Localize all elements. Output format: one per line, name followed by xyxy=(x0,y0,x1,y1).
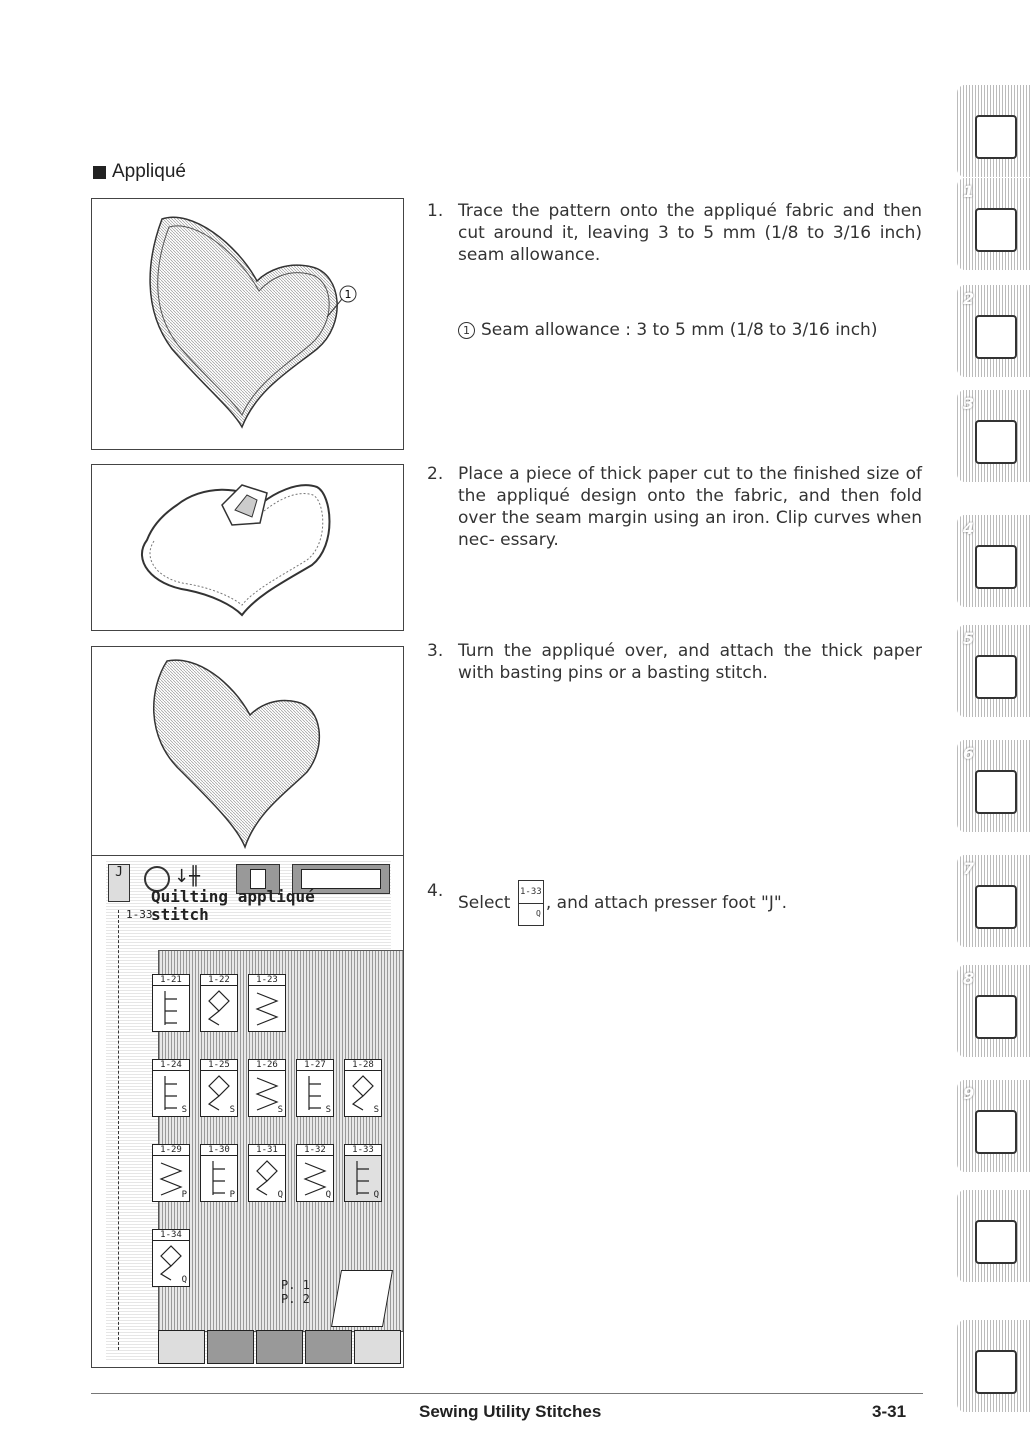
page-total: P. 2 xyxy=(281,1292,310,1306)
stitch-key-label: 1-32 xyxy=(297,1145,333,1156)
chapter-tab-number: 2 xyxy=(963,289,975,308)
maintenance-icon xyxy=(975,995,1017,1039)
stitch-key[interactable] xyxy=(344,1059,382,1117)
stitch-key-mark: Q xyxy=(325,1190,331,1200)
stitch-key[interactable] xyxy=(152,974,190,1032)
figure-cut-pattern xyxy=(91,198,404,450)
tshirt-icon xyxy=(975,420,1017,464)
chapter-tab-number: 4 xyxy=(963,519,975,538)
step-2-text: Place a piece of thick paper cut to the finished size of the appliqué design onto the fabric, and then fold over the seam margin using an iron. Clip curves when nec- essary. xyxy=(458,464,922,550)
stitch-key[interactable] xyxy=(248,1059,286,1117)
step-1-number: 1. xyxy=(427,201,444,221)
chapter-tab-1[interactable] xyxy=(957,85,1032,177)
page-turn-icon[interactable] xyxy=(331,1270,393,1327)
stitch-key-label: 1-27 xyxy=(297,1060,333,1071)
stitch-key[interactable] xyxy=(296,1144,334,1202)
applique-pattern-illustration xyxy=(92,199,403,449)
category-tab-2[interactable] xyxy=(207,1330,254,1364)
stitch-key-label: 1-21 xyxy=(153,975,189,986)
chapter-tab-number: 8 xyxy=(963,969,975,988)
note-seam-allowance xyxy=(458,320,877,340)
stitch-key[interactable] xyxy=(200,1144,238,1202)
turned-applique-illustration xyxy=(92,647,403,857)
stitch-key[interactable] xyxy=(200,1059,238,1117)
step-3 xyxy=(427,640,922,684)
abc-shirt-icon xyxy=(975,545,1017,589)
stitch-key-mark: Q xyxy=(373,1190,379,1200)
category-tab-4[interactable] xyxy=(305,1330,352,1364)
figure-turned-applique xyxy=(91,646,404,858)
book-icon xyxy=(975,115,1017,159)
step-1 xyxy=(427,200,922,266)
embroidery-frame-icon xyxy=(975,655,1017,699)
chapter-tab-number: 1 xyxy=(963,182,975,201)
step-2 xyxy=(427,463,922,551)
stitch-key-mark: S xyxy=(181,1105,187,1115)
stitch-key-mark: Q xyxy=(181,1275,187,1285)
step-4-text-before: Select xyxy=(458,893,511,913)
chapter-tab-number: 9 xyxy=(963,1084,975,1103)
chapter-tab-2[interactable] xyxy=(957,178,1032,270)
stitch-name xyxy=(151,888,315,924)
footer-page-number: 3-31 xyxy=(872,1402,907,1421)
footer-title: Sewing Utility Stitches xyxy=(419,1402,602,1421)
lcd-panel xyxy=(106,860,391,1360)
chapter-tab-9[interactable] xyxy=(957,965,1032,1057)
step-4-text xyxy=(458,880,922,926)
page-indicator xyxy=(281,1278,310,1306)
stitch-key-label: 1-26 xyxy=(249,1060,285,1071)
category-tab-5[interactable] xyxy=(354,1330,401,1364)
stitch-key-label: 1-34 xyxy=(153,1230,189,1241)
stitch-key-mark: Q xyxy=(277,1190,283,1200)
stitch-code: 1-33 xyxy=(126,908,153,921)
chapter-tab-6[interactable] xyxy=(957,625,1032,717)
chapter-tab-3[interactable] xyxy=(957,285,1032,377)
chapter-tab-12[interactable] xyxy=(957,1320,1032,1412)
documents-icon xyxy=(975,1220,1017,1264)
category-tab-3[interactable] xyxy=(256,1330,303,1364)
stitch-key[interactable] xyxy=(248,1144,286,1202)
figure-fold-iron xyxy=(91,464,404,631)
step-3-number: 3. xyxy=(427,641,444,661)
stitch-key-label: 1-28 xyxy=(345,1060,381,1071)
stitch-key-mark: P xyxy=(229,1190,235,1200)
stitch-key-mark: S xyxy=(277,1105,283,1115)
step-4-text-after: , and attach presser foot "J". xyxy=(545,893,788,913)
stitch-key-mark: P xyxy=(181,1190,187,1200)
stitch-key[interactable] xyxy=(152,1144,190,1202)
category-tab-1[interactable] xyxy=(158,1330,205,1364)
section-title-text: Appliqué xyxy=(112,161,186,182)
stitch-key-label: 1-24 xyxy=(153,1060,189,1071)
stitch-key[interactable] xyxy=(296,1059,334,1117)
chapter-tab-8[interactable] xyxy=(957,855,1032,947)
stitch-key-mark: Q xyxy=(536,909,541,918)
section-title xyxy=(93,161,186,183)
lock-icon xyxy=(250,869,266,889)
chapter-tab-number: 6 xyxy=(963,744,975,763)
stitch-1-33-key-icon xyxy=(518,880,544,926)
presser-foot-label: J xyxy=(115,865,123,880)
stitch-name-line1: Quilting appliqué xyxy=(151,887,315,906)
page-current: P. 1 xyxy=(281,1278,310,1292)
step-3-text: Turn the appliqué over, and attach the thick paper with basting pins or a basting stitch. xyxy=(458,641,922,683)
stitch-pattern-icon xyxy=(253,989,281,1027)
shirt-flower-icon xyxy=(975,885,1017,929)
stitch-key-label: 1-33 xyxy=(519,881,543,904)
shirt-design-icon xyxy=(975,770,1017,814)
chapter-tab-7[interactable] xyxy=(957,740,1032,832)
chapter-tab-11[interactable] xyxy=(957,1190,1032,1282)
step-2-number: 2. xyxy=(427,464,444,484)
stitch-name-line2: stitch xyxy=(151,905,209,924)
step-4 xyxy=(427,880,922,926)
footer-rule xyxy=(91,1393,923,1394)
needle-position-icon: ↓╫ xyxy=(174,866,200,887)
iron-fold-illustration xyxy=(92,465,403,630)
chapter-tab-number: 5 xyxy=(963,629,975,648)
stitch-key[interactable] xyxy=(200,974,238,1032)
stitch-key-mark: S xyxy=(373,1105,379,1115)
stitch-key[interactable] xyxy=(152,1229,190,1287)
lcd-ruler xyxy=(106,910,119,1350)
note-text: Seam allowance : 3 to 5 mm (1/8 to 3/16 inch) xyxy=(481,320,878,340)
chapter-tab-number: 7 xyxy=(963,859,975,878)
callout-1-label: 1 xyxy=(344,288,352,301)
step-1-text: Trace the pattern onto the appliqué fabric and then cut around it, leaving 3 to 5 mm (1/8 to 3/16 inch) seam allowance. xyxy=(458,201,922,265)
iron-icon xyxy=(222,485,267,525)
chapter-tab-4[interactable] xyxy=(957,390,1032,482)
presser-foot-icon xyxy=(108,864,130,902)
stitch-key-label: 1-22 xyxy=(201,975,237,986)
index-icon xyxy=(975,1350,1017,1394)
stitch-key-label: 1-23 xyxy=(249,975,285,986)
chapter-tab-5[interactable] xyxy=(957,515,1032,607)
stitch-key-label: 1-31 xyxy=(249,1145,285,1156)
stitch-key[interactable] xyxy=(344,1144,382,1202)
stitch-key-label: 1-33 xyxy=(345,1145,381,1156)
thread-spool-icon xyxy=(975,315,1017,359)
category-tab-bar xyxy=(158,1330,404,1362)
stitch-key[interactable] xyxy=(152,1059,190,1117)
stitch-key-label: 1-30 xyxy=(201,1145,237,1156)
stitch-key-label: 1-29 xyxy=(153,1145,189,1156)
stitch-key-label: 1-25 xyxy=(201,1060,237,1071)
note-marker-icon: 1 xyxy=(458,322,475,339)
stitch-pattern-icon xyxy=(205,989,233,1027)
chapter-tab-10[interactable] xyxy=(957,1080,1032,1172)
chapter-tab-number: 3 xyxy=(963,394,975,413)
troubleshoot-icon xyxy=(975,1110,1017,1154)
stitch-key[interactable] xyxy=(248,974,286,1032)
stitch-key-mark: S xyxy=(229,1105,235,1115)
lcd-screen-figure xyxy=(91,855,404,1368)
stitch-key-mark: S xyxy=(325,1105,331,1115)
stitch-pattern-icon xyxy=(157,989,185,1027)
bullet-square-icon xyxy=(93,166,106,179)
chapter-tabs xyxy=(957,0,1032,1456)
step-4-number: 4. xyxy=(427,881,444,901)
sewing-machine-icon xyxy=(975,208,1017,252)
clothes-icon xyxy=(301,869,381,889)
